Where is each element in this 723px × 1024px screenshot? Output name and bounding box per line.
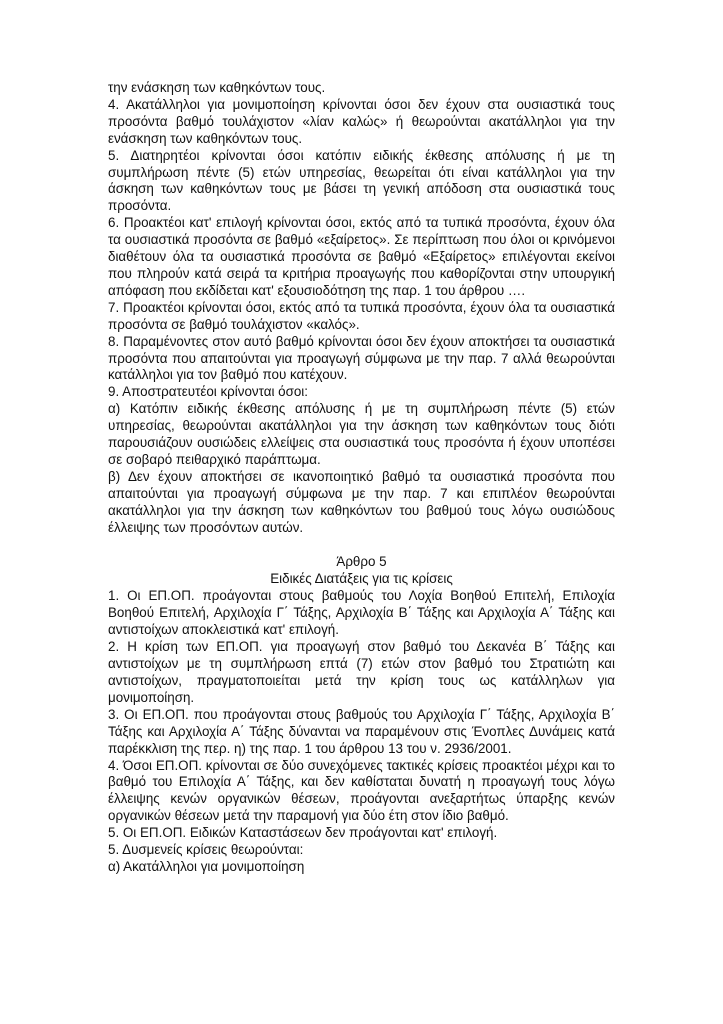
article-title: Ειδικές Διατάξεις για τις κρίσεις (270, 571, 453, 587)
paragraph: 5. Δυσμενείς κρίσεις θεωρούνται: (108, 842, 304, 858)
paragraph: την ενάσκηση των καθηκόντων τους. (108, 80, 326, 95)
paragraph: α) Ακατάλληλοι για μονιμοποίηση (108, 858, 305, 874)
paragraph: 1. Οι ΕΠ.ΟΠ. προάγονται στους βαθμούς του Λοχία Βοηθού Επιτελή, Επιλοχία Βοηθού Επιτελή, Αρχιλοχία Γ΄ Τάξης, Αρχιλοχία Β΄ Τάξης και Αρχιλοχία Α΄ Τάξης και αντιστοίχων αποκλειστικά κατ' επιλογή. (108, 588, 615, 638)
paragraph: 8. Παραμένοντες στον αυτό βαθμό κρίνονται όσοι δεν έχουν αποκτήσει τα ουσιαστικά προσόντα που απαιτούνται για προαγωγή σύμφωνα με την παρ. 7 αλλά θεωρούνται κατάλληλοι για τον βαθμό που κατέχουν. (108, 333, 615, 383)
paragraph: 3. Οι ΕΠ.ΟΠ. που προάγονται στους βαθμούς του Αρχιλοχία Γ΄ Τάξης, Αρχιλοχία Β΄ Τάξης και Αρχιλοχία Α΄ Τάξης δύνανται να παραμένουν στις Ένοπλες Δυνάμεις κατά παρέκκλιση της περ. η) της παρ. 1 του άρθρου 13 του ν. 2936/2001. (108, 706, 615, 756)
paragraph: 6. Προακτέοι κατ' επιλογή κρίνονται όσοι, εκτός από τα τυπικά προσόντα, έχουν όλα τα ουσιαστικά προσόντα σε βαθμό «εξαίρετος». Σε περίπτωση που όλοι οι κρινόμενοι διαθέτουν όλα τα ουσιαστικά προσόντα σε βαθμό «Εξαίρετος» επιλέγονται εκείνοι που πληρούν κατά σειρά τα κριτήρια προαγωγής που καθορίζονται στην υπουργική απόφαση που εκδίδεται κατ' εξουσιοδότηση της παρ. 1 του άρθρου …. (108, 215, 615, 298)
paragraph: 2. Η κρίση των ΕΠ.ΟΠ. για προαγωγή στον βαθμό του Δεκανέα Β΄ Τάξης και αντιστοίχων με τη συμπλήρωση επτά (7) ετών στον βαθμό του Στρατιώτη και αντιστοίχων, πραγματοποιείται μετά την κρίση τους ως κατάλληλων για μονιμοποίηση. (108, 639, 615, 705)
paragraph: 5. Διατηρητέοι κρίνονται όσοι κατόπιν ειδικής έκθεσης απόλυσης ή με τη συμπλήρωση πέντε (5) ετών υπηρεσίας, θεωρείται ότι είναι κατάλληλοι για την άσκηση των καθηκόντων τους με βάσει τη γενική απόδοση στα ουσιαστικά τους προσόντα. (108, 147, 615, 214)
paragraph: β) Δεν έχουν αποκτήσει σε ικανοποιητικό βαθμό τα ουσιαστικά προσόντα που απαιτούνται για προαγωγή σύμφωνα με την παρ. 7 και επιπλέον θεωρούνται ακατάλληλοι για την άσκηση των καθηκόντων του βαθμού τους λόγω ουσιώδους έλλειψης των προσόντων αυτών. (108, 468, 615, 535)
paragraph: 4. Ακατάλληλοι για μονιμοποίηση κρίνονται όσοι δεν έχουν στα ουσιαστικά τους προσόντα βαθμό τουλάχιστον «λίαν καλώς» ή θεωρούνται ακατάλληλοι για την ενάσκηση των καθηκόντων τους. (108, 96, 615, 146)
section-a (108, 80, 615, 536)
section-b (108, 588, 615, 875)
paragraph: 7. Προακτέοι κρίνονται όσοι, εκτός από τα τυπικά προσόντα, έχουν όλα τα ουσιαστικά προσόντα σε βαθμό τουλάχιστον «καλός». (108, 299, 615, 332)
paragraph: 5. Οι ΕΠ.ΟΠ. Ειδικών Καταστάσεων δεν προάγονται κατ' επιλογή. (108, 825, 498, 841)
article-number: Άρθρο 5 (336, 554, 387, 570)
paragraph: 9. Αποστρατευτέοι κρίνονται όσοι: (108, 384, 308, 400)
paragraph: α) Κατόπιν ειδικής έκθεσης απόλυσης ή με τη συμπλήρωση πέντε (5) ετών υπηρεσίας, θεωρούνται ακατάλληλοι για την άσκηση των καθηκόντων τους διότι παρουσιάζουν ουσιώδεις ελλείψεις στα ουσιαστικά τους προσόντα ή έχουν υποπέσει σε σοβαρό πειθαρχικό παράπτωμα. (108, 401, 615, 467)
paragraph: 4. Όσοι ΕΠ.ΟΠ. κρίνονται σε δύο συνεχόμενες τακτικές κρίσεις προακτέοι μέχρι και το βαθμό του Επιλοχία Α΄ Τάξης, και δεν καθίσταται δυνατή η προαγωγή τους λόγω έλλειψης κενών οργανικών θέσεων, προάγονται ανεξαρτήτως ύπαρξης κενών οργανικών θέσεων μετά την παραμονή για δύο έτη στον ίδιο βαθμό. (108, 757, 615, 824)
